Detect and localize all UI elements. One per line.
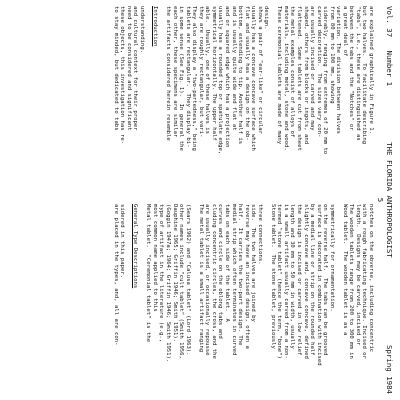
text-line: length and 30 mm to 50 mm in width, usually	[289, 204, 296, 349]
text-line: Metal tablet. "Ceremonial tablet" is the	[145, 204, 152, 343]
left-text-column	[2, 6, 374, 196]
text-line: need to be considered and significant	[125, 6, 132, 131]
text-line: termed "stone tablet" (hence the term, "bone")	[276, 204, 283, 359]
text-line: the artifacts considered herein resemble	[165, 6, 172, 141]
text-line: in some sense (See Fig. 1). In general the	[178, 6, 185, 151]
text-line: side. The two halves are joined by	[250, 204, 257, 322]
text-line: The wooden tablets range from 200 to 300 mm in	[348, 204, 355, 359]
text-line: by a medial line or strip on the rounded half	[309, 204, 316, 356]
text-line: symmetrically for ornamentation.	[328, 204, 335, 312]
section-heading: General Type Descriptions	[132, 204, 139, 289]
text-line: They also display a "two-partedness," being	[191, 6, 198, 151]
text-line: medial strip which often terminates in curved	[230, 204, 237, 356]
section-heading: Introduction	[151, 6, 158, 47]
text-line: (Goggin 1947a; 1964; Griffin 1946; Smith 1951).	[165, 204, 172, 363]
text-line: tabs on each side of the tablet. A	[223, 204, 230, 322]
text-line: are usually incised, or occasionally repoussé	[204, 204, 211, 356]
text-line: with a rough fabricating technique. Incised or	[361, 204, 368, 359]
right-text-column	[2, 204, 374, 394]
text-line: notches on the obverse, including concentric	[368, 204, 374, 353]
text-line: usually has a concave concave surface which	[250, 6, 257, 151]
text-line: understanding.	[138, 6, 145, 54]
text-line: to stay minded, but dedicated to tabs	[112, 6, 119, 131]
text-line: able. Usually, one of these halves is	[204, 6, 211, 134]
text-line: surface is decorated in combination with incised	[315, 204, 322, 366]
text-line: other names include "cult tablet" (Smith 1956,	[178, 204, 185, 359]
text-line: flattened. Some tablets are cut from sheet	[295, 6, 302, 151]
text-line: Wood tablet. The wooden tablet is as a	[341, 204, 348, 336]
text-line: but two halves. To facilitate describing	[361, 6, 368, 145]
text-line: are explained graphically in Figure 1.	[368, 6, 374, 134]
text-line: length. Designs may be carved, incised or	[354, 204, 361, 346]
text-line: slightly concave and, concave concave, defined	[302, 204, 309, 359]
text-line: variation. The division between halves	[335, 6, 342, 134]
text-line: and or squared edge which has a projection	[223, 6, 230, 148]
journal-title: THE FLORIDA ANTHROPOLOGIST	[385, 142, 394, 258]
text-line: The metal tablet is a small artifact ranging	[197, 204, 204, 353]
text-line: carved decoration. The sizes vary con-	[315, 6, 322, 138]
text-line: materials, including metal, stone and wood.	[282, 6, 289, 151]
text-line: curves and circle on the oblong tabs and	[217, 204, 224, 339]
text-line: and is usually quite wide and flat at	[230, 6, 237, 131]
text-line: are usually incised or carved and may	[309, 6, 316, 131]
text-line: each other, these specimens are similar	[171, 6, 178, 138]
text-line: reverse may have an incised design, often a	[243, 204, 250, 349]
text-line: sidered in this paper.	[119, 204, 126, 279]
text-line: tablets are rectangular. They display bi-	[184, 6, 191, 148]
text-line: is a small artifact usually carved from a non-	[282, 204, 289, 359]
text-line: three connections.	[256, 204, 263, 265]
text-line: shaped, others from blocks or ingots, and	[302, 6, 309, 145]
page-number: 5	[376, 197, 385, 203]
issue-date: Spring 1984	[385, 345, 394, 394]
text-line: and cultural context for their proper	[132, 6, 139, 131]
text-line: design.	[263, 6, 270, 30]
text-line: "tabs", i.e., these are distinguished as	[354, 6, 361, 141]
text-line: (Sears 1962) and "Calusa tablet" (Lord 1963).	[184, 204, 191, 356]
volume-number: Vol. 37 Number 1	[385, 6, 394, 87]
text-line: shows a pair of "ear-like" or circular	[256, 6, 263, 134]
text-line: Stone tablet. The stone tablet, previously	[269, 204, 276, 349]
text-line: cluding concentric circles, the cross, and the	[210, 204, 217, 359]
text-line: the metal examples consist of alloys of	[289, 6, 296, 138]
text-line: they are roughly rectangular, but vari-	[197, 6, 204, 138]
text-line	[125, 204, 132, 394]
text-line: on the reverse half. The tabs can be grooved	[322, 204, 329, 356]
text-line	[138, 204, 145, 394]
text-line: between the tabs and the "Notches" or	[348, 6, 355, 131]
text-line	[269, 6, 276, 196]
text-line: these objects, this investigation has re-	[119, 6, 126, 145]
text-line: symmetrical horizontally. The upper half	[210, 6, 217, 141]
text-line: bottom, extending to tip. Another half is	[237, 6, 244, 145]
text-line: These ceremonial tablets are made of many	[276, 6, 283, 145]
text-line: from 80 mm to 100 mm, showing	[328, 6, 335, 104]
text-line: flat and usually has a design on the ob-	[243, 6, 250, 141]
text-line: are placed in the types, and, all are con-	[112, 204, 119, 346]
text-line: usually has a rounded top or spatulate edge,	[217, 6, 224, 155]
text-line: the design is incised or carved in low relief	[295, 204, 302, 356]
text-line: type of artifact in the literature (e.g.,	[158, 204, 165, 343]
text-line: a great deal of	[341, 6, 348, 57]
text-line: siderably, ranging from extremes of 20 mm to	[322, 6, 329, 155]
text-line: most common name applied to this	[151, 204, 158, 312]
text-line: half. It carries the two-part design. The	[237, 204, 244, 346]
text-line: Dauphine 1965; Griffin 1946; Smith 1951).	[171, 204, 178, 343]
